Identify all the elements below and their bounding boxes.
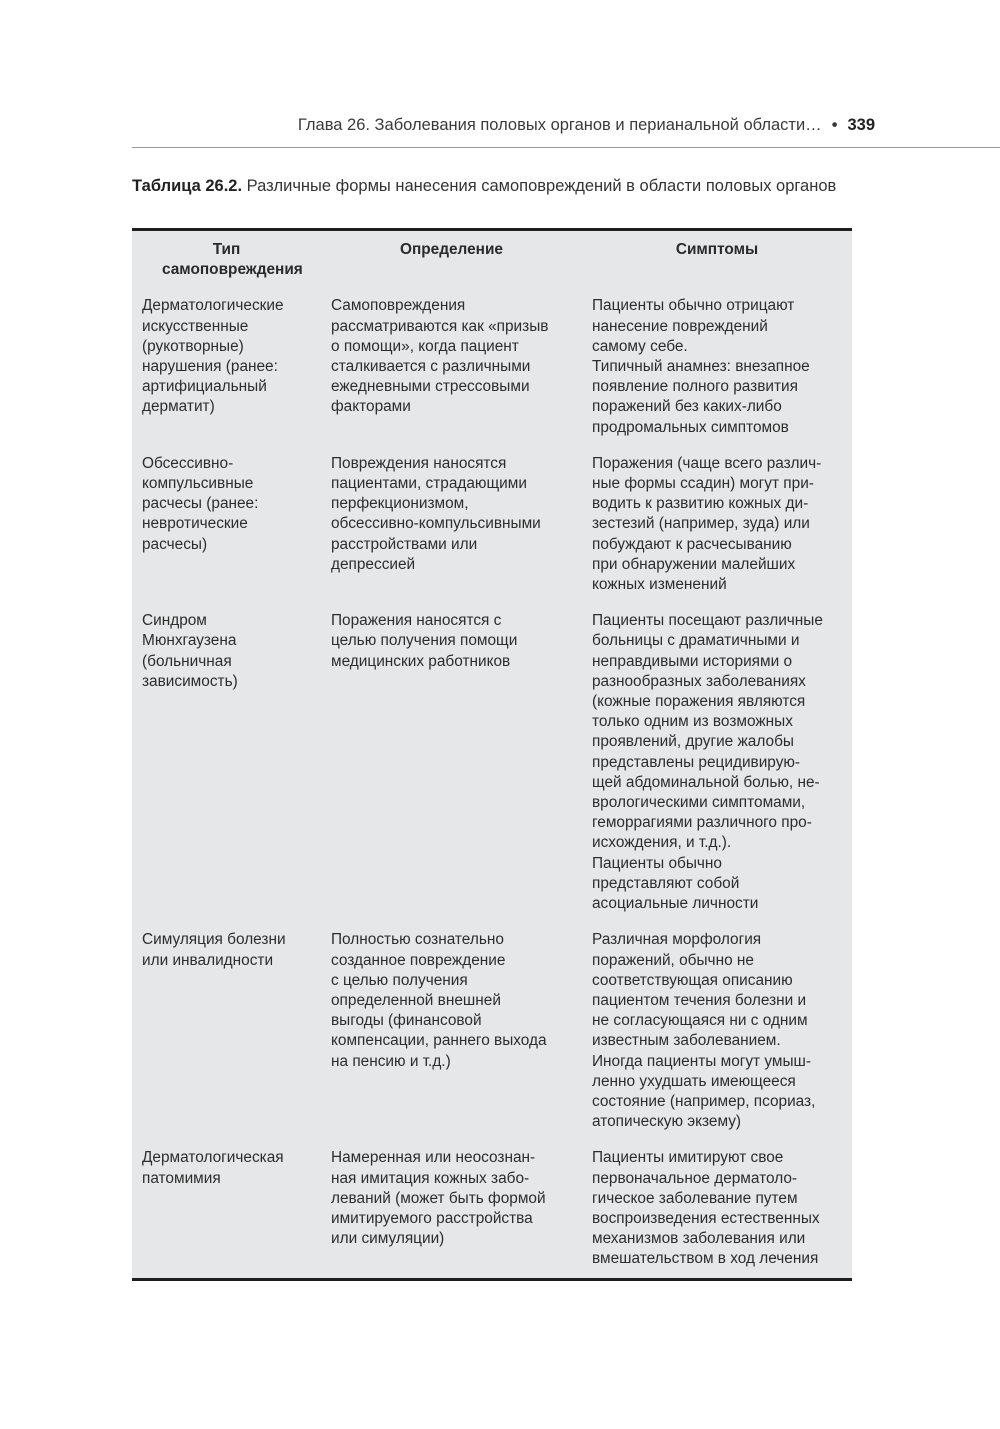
cell-text-line: Пациенты посещают различные: [592, 612, 823, 630]
cell-text-line: обсессивно-компульсивными: [331, 515, 541, 533]
cell-text-line: геморрагиями различного про-: [592, 814, 812, 832]
cell-text-line: при обнаружении малейших: [592, 555, 796, 573]
cell-text-line: расчесы): [142, 535, 208, 553]
cell-text-line: Намеренная или неосознан-: [331, 1149, 536, 1167]
cell-text-line: нарушения (ранее:: [142, 358, 278, 376]
cell-text-line: невротические: [142, 515, 248, 533]
cell-text-line: депрессией: [331, 555, 416, 573]
cell-text-line: поражений без каких-либо: [592, 398, 782, 416]
cell-symptoms: [582, 1148, 852, 1277]
cell-text-line: пациентом течения болезни и: [592, 991, 807, 1009]
cell-text-line: перфекционизмом,: [331, 495, 469, 513]
caption-label: Таблица 26.2.: [132, 177, 243, 195]
table-row: [132, 611, 852, 930]
cell-type: [132, 930, 321, 1148]
header-bullet: •: [831, 116, 838, 134]
cell-text-line: Самоповреждения: [331, 297, 466, 315]
cell-definition: [321, 454, 582, 611]
cell-text-line: Типичный анамнез: внезапное: [592, 358, 810, 376]
cell-text-line: Иногда пациенты могут умыш-: [592, 1052, 812, 1070]
running-header: [130, 116, 875, 135]
cell-text-line: компульсивные: [142, 475, 254, 493]
cell-text-line: ные формы ссадин) могут при-: [592, 475, 814, 493]
cell-text-line: больницы с драматичными и: [592, 632, 800, 650]
cell-text-line: побуждают к расчесыванию: [592, 535, 792, 553]
cell-text-line: (рукотворные): [142, 337, 244, 355]
cell-text-line: Полностью сознательно: [331, 931, 504, 949]
cell-text-line: зестезий (например, зуда) или: [592, 515, 810, 533]
cell-text-line: неправдивыми историями о: [592, 652, 793, 670]
cell-text-line: целью получения помощи: [331, 632, 518, 650]
header-rule: [132, 147, 1000, 148]
cell-text-line: ленно ухудшать имеющееся: [592, 1072, 796, 1090]
cell-text-line: водить к развитию кожных ди-: [592, 495, 809, 513]
cell-text-line: или симуляции): [331, 1230, 445, 1248]
cell-text-line: известным заболеванием.: [592, 1032, 781, 1050]
cell-text-line: выгоды (финансовой: [331, 1012, 482, 1030]
cell-text-line: Поражения наносятся с: [331, 612, 502, 630]
cell-text-line: Мюнхгаузена: [142, 632, 237, 650]
data-table: [132, 231, 852, 1278]
cell-text-line: расчесы (ранее:: [142, 495, 259, 513]
cell-text-line: зависимость): [142, 672, 238, 690]
cell-text-line: дерматит): [142, 398, 215, 416]
cell-text-line: с целью получения: [331, 971, 468, 989]
cell-text-line: представлены рецидивирую-: [592, 753, 801, 771]
cell-text-line: Дерматологическая: [142, 1149, 284, 1167]
header-symptoms: Симптомы: [675, 241, 759, 258]
cell-symptoms: [582, 611, 852, 930]
cell-text-line: Симуляция болезни: [142, 931, 286, 949]
cell-text-line: первоначальное дерматоло-: [592, 1169, 798, 1187]
cell-text-line: созданное повреждение: [331, 951, 506, 969]
cell-definition: [321, 930, 582, 1148]
cell-text-line: самому себе.: [592, 337, 688, 355]
cell-text-line: исхождения, и т.д.).: [592, 834, 732, 852]
cell-symptoms: [582, 930, 852, 1148]
cell-text-line: Различная морфология: [592, 931, 762, 949]
cell-text-line: щей абдоминальной болью, не-: [592, 773, 820, 791]
cell-type: [132, 296, 321, 453]
cell-text-line: разнообразных заболеваниях: [592, 672, 806, 690]
cell-text-line: кожных изменений: [592, 576, 727, 594]
cell-text-line: ная имитация кожных забо-: [331, 1169, 530, 1187]
running-title: Глава 26. Заболевания половых органов и перианальной области…: [297, 116, 822, 134]
cell-text-line: Обсессивно-: [142, 454, 234, 472]
cell-text-line: атопическую экзему): [592, 1113, 742, 1131]
cell-text-line: расстройствами или: [331, 535, 478, 553]
cell-text-line: о помощи», когда пациент: [331, 337, 519, 355]
cell-text-line: Пациенты имитируют свое: [592, 1149, 784, 1167]
cell-text-line: Синдром: [142, 612, 207, 630]
cell-text-line: Пациенты обычно отрицают: [592, 297, 795, 315]
header-definition: Определение: [399, 241, 503, 258]
header-type: Тип самоповреждения: [162, 241, 303, 279]
cell-definition: [321, 1148, 582, 1277]
cell-text-line: определенной внешней: [331, 991, 501, 1009]
cell-type: [132, 611, 321, 930]
cell-text-line: артифициальный: [142, 378, 267, 396]
cell-text-line: вмешательством в ход лечения: [592, 1250, 819, 1268]
cell-text-line: врологическими симптомами,: [592, 794, 806, 812]
cell-text-line: продромальных симптомов: [592, 418, 789, 436]
cell-definition: [321, 611, 582, 930]
page-number: 339: [847, 116, 875, 134]
cell-text-line: патомимия: [142, 1169, 221, 1187]
table-row: [132, 454, 852, 611]
cell-type: [132, 1148, 321, 1277]
cell-text-line: только одним из возможных: [592, 713, 793, 731]
self-harm-table: [132, 228, 852, 1281]
table-header-row: [132, 231, 852, 296]
cell-text-line: гическое заболевание путем: [592, 1189, 798, 1207]
cell-text-line: на пенсию и т.д.): [331, 1052, 451, 1070]
cell-text-line: искусственные: [142, 317, 249, 335]
cell-text-line: сталкивается с различными: [331, 358, 531, 376]
cell-text-line: компенсации, раннего выхода: [331, 1032, 547, 1050]
table-row: [132, 1148, 852, 1277]
table-body: [132, 296, 852, 1277]
cell-text-line: пациентами, страдающими: [331, 475, 527, 493]
cell-symptoms: [582, 296, 852, 453]
caption-text: Различные формы нанесения самоповреждений в области половых органов: [242, 177, 837, 195]
table-caption: [132, 175, 852, 197]
table-row: [132, 296, 852, 453]
cell-text-line: воспроизведения естественных: [592, 1209, 820, 1227]
cell-text-line: поражений, обычно не: [592, 951, 754, 969]
cell-text-line: или инвалидности: [142, 951, 274, 969]
cell-text-line: механизмов заболевания или: [592, 1230, 806, 1248]
cell-text-line: Дерматологические: [142, 297, 284, 315]
cell-text-line: представляют собой: [592, 874, 740, 892]
cell-definition: [321, 296, 582, 453]
cell-text-line: ежедневными стрессовыми: [331, 378, 530, 396]
cell-text-line: Повреждения наносятся: [331, 454, 507, 472]
cell-text-line: Пациенты обычно: [592, 854, 722, 872]
cell-text-line: не согласующаяся ни с одним: [592, 1012, 808, 1030]
cell-text-line: имитируемого расстройства: [331, 1209, 533, 1227]
cell-text-line: соответствующая описанию: [592, 971, 793, 989]
cell-text-line: (кожные поражения являются: [592, 693, 806, 711]
cell-text-line: проявлений, другие жалобы: [592, 733, 794, 751]
cell-text-line: факторами: [331, 398, 411, 416]
cell-text-line: медицинских работников: [331, 652, 511, 670]
cell-text-line: Поражения (чаще всего различ-: [592, 454, 822, 472]
cell-text-line: состояние (например, псориаз,: [592, 1092, 816, 1110]
cell-text-line: (больничная: [142, 652, 232, 670]
cell-symptoms: [582, 454, 852, 611]
cell-text-line: леваний (может быть формой: [331, 1189, 546, 1207]
cell-text-line: появление полного развития: [592, 378, 798, 396]
cell-type: [132, 454, 321, 611]
table-row: [132, 930, 852, 1148]
cell-text-line: нанесение повреждений: [592, 317, 768, 335]
cell-text-line: асоциальные личности: [592, 895, 759, 913]
cell-text-line: рассматриваются как «призыв: [331, 317, 549, 335]
